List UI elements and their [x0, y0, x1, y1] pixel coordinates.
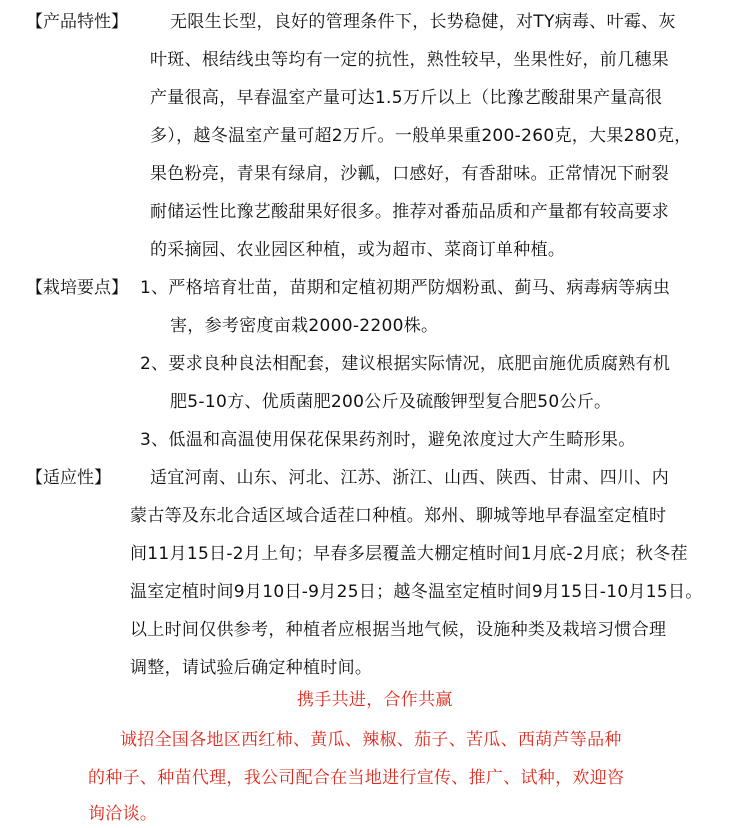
cultivation-line: 2、要求良种良法相配套，建议根据实际情况，底肥亩施优质腐熟有机 [140, 354, 671, 374]
cultivation-line: 害，参考密度亩栽2000-2200株。 [170, 316, 439, 336]
product-features-line: 叶斑、根结线虫等均有一定的抗性，熟性较早，坐果性好，前几穗果 [150, 50, 669, 70]
cultivation-label: 【栽培要点】 [26, 278, 128, 298]
cultivation-line: 1、严格培育壮苗，苗期和定植初期严防烟粉虱、蓟马、病毒病等病虫 [140, 278, 671, 298]
adaptability-line: 以上时间仅供参考，种植者应根据当地气候，设施种类及栽培习惯合理 [130, 620, 667, 640]
adaptability-line: 适宜河南、山东、河北、江苏、浙江、山西、陕西、甘肃、四川、内 [150, 468, 669, 488]
adaptability-line: 蒙古等及东北合适区域合适茬口种植。郑州、聊城等地早春温室定植时 [130, 506, 667, 526]
recruit-line: 询洽谈。 [88, 804, 158, 824]
adaptability-label: 【适应性】 [26, 468, 111, 488]
cultivation-line: 肥5-10方、优质菌肥200公斤及硫酸钾型复合肥50公斤。 [170, 392, 612, 412]
adaptability-line: 调整，请试验后确定种植时间。 [130, 658, 373, 678]
adaptability-line: 间11月15日-2月上旬；早春多层覆盖大棚定植时间1月底-2月底；秋冬茬 [130, 544, 688, 564]
recruit-title: 携手共进，合作共赢 [297, 690, 453, 710]
product-features-line: 的采摘园、农业园区种植，或为超市、菜商订单种植。 [150, 240, 566, 260]
product-features-line: 果色粉亮，青果有绿肩，沙瓤，口感好，有香甜味。正常情况下耐裂 [150, 164, 669, 184]
product-features-line: 产量很高，早春温室产量可达1.5万斤以上（比豫艺酸甜果产量高很 [150, 88, 663, 108]
product-features-label: 【产品特性】 [26, 12, 128, 32]
recruit-line: 的种子、种苗代理，我公司配合在当地进行宣传、推广、试种，欢迎咨 [88, 768, 625, 788]
product-features-line: 多），越冬温室产量可超2万斤。一般单果重200-260克，大果280克， [150, 126, 692, 146]
product-features-line: 无限生长型，良好的管理条件下，长势稳健，对TY病毒、叶霉、灰 [170, 12, 676, 32]
product-features-line: 耐储运性比豫艺酸甜果好很多。推荐对番茄品质和产量都有较高要求 [150, 202, 669, 222]
recruit-line: 诚招全国各地区西红柿、黄瓜、辣椒、茄子、苦瓜、西葫芦等品种 [120, 730, 622, 750]
cultivation-line: 3、低温和高温使用保花保果药剂时，避免浓度过大产生畸形果。 [140, 430, 636, 450]
adaptability-line: 温室定植时间9月10日-9月25日；越冬温室定植时间9月15日-10月15日。 [130, 582, 703, 602]
